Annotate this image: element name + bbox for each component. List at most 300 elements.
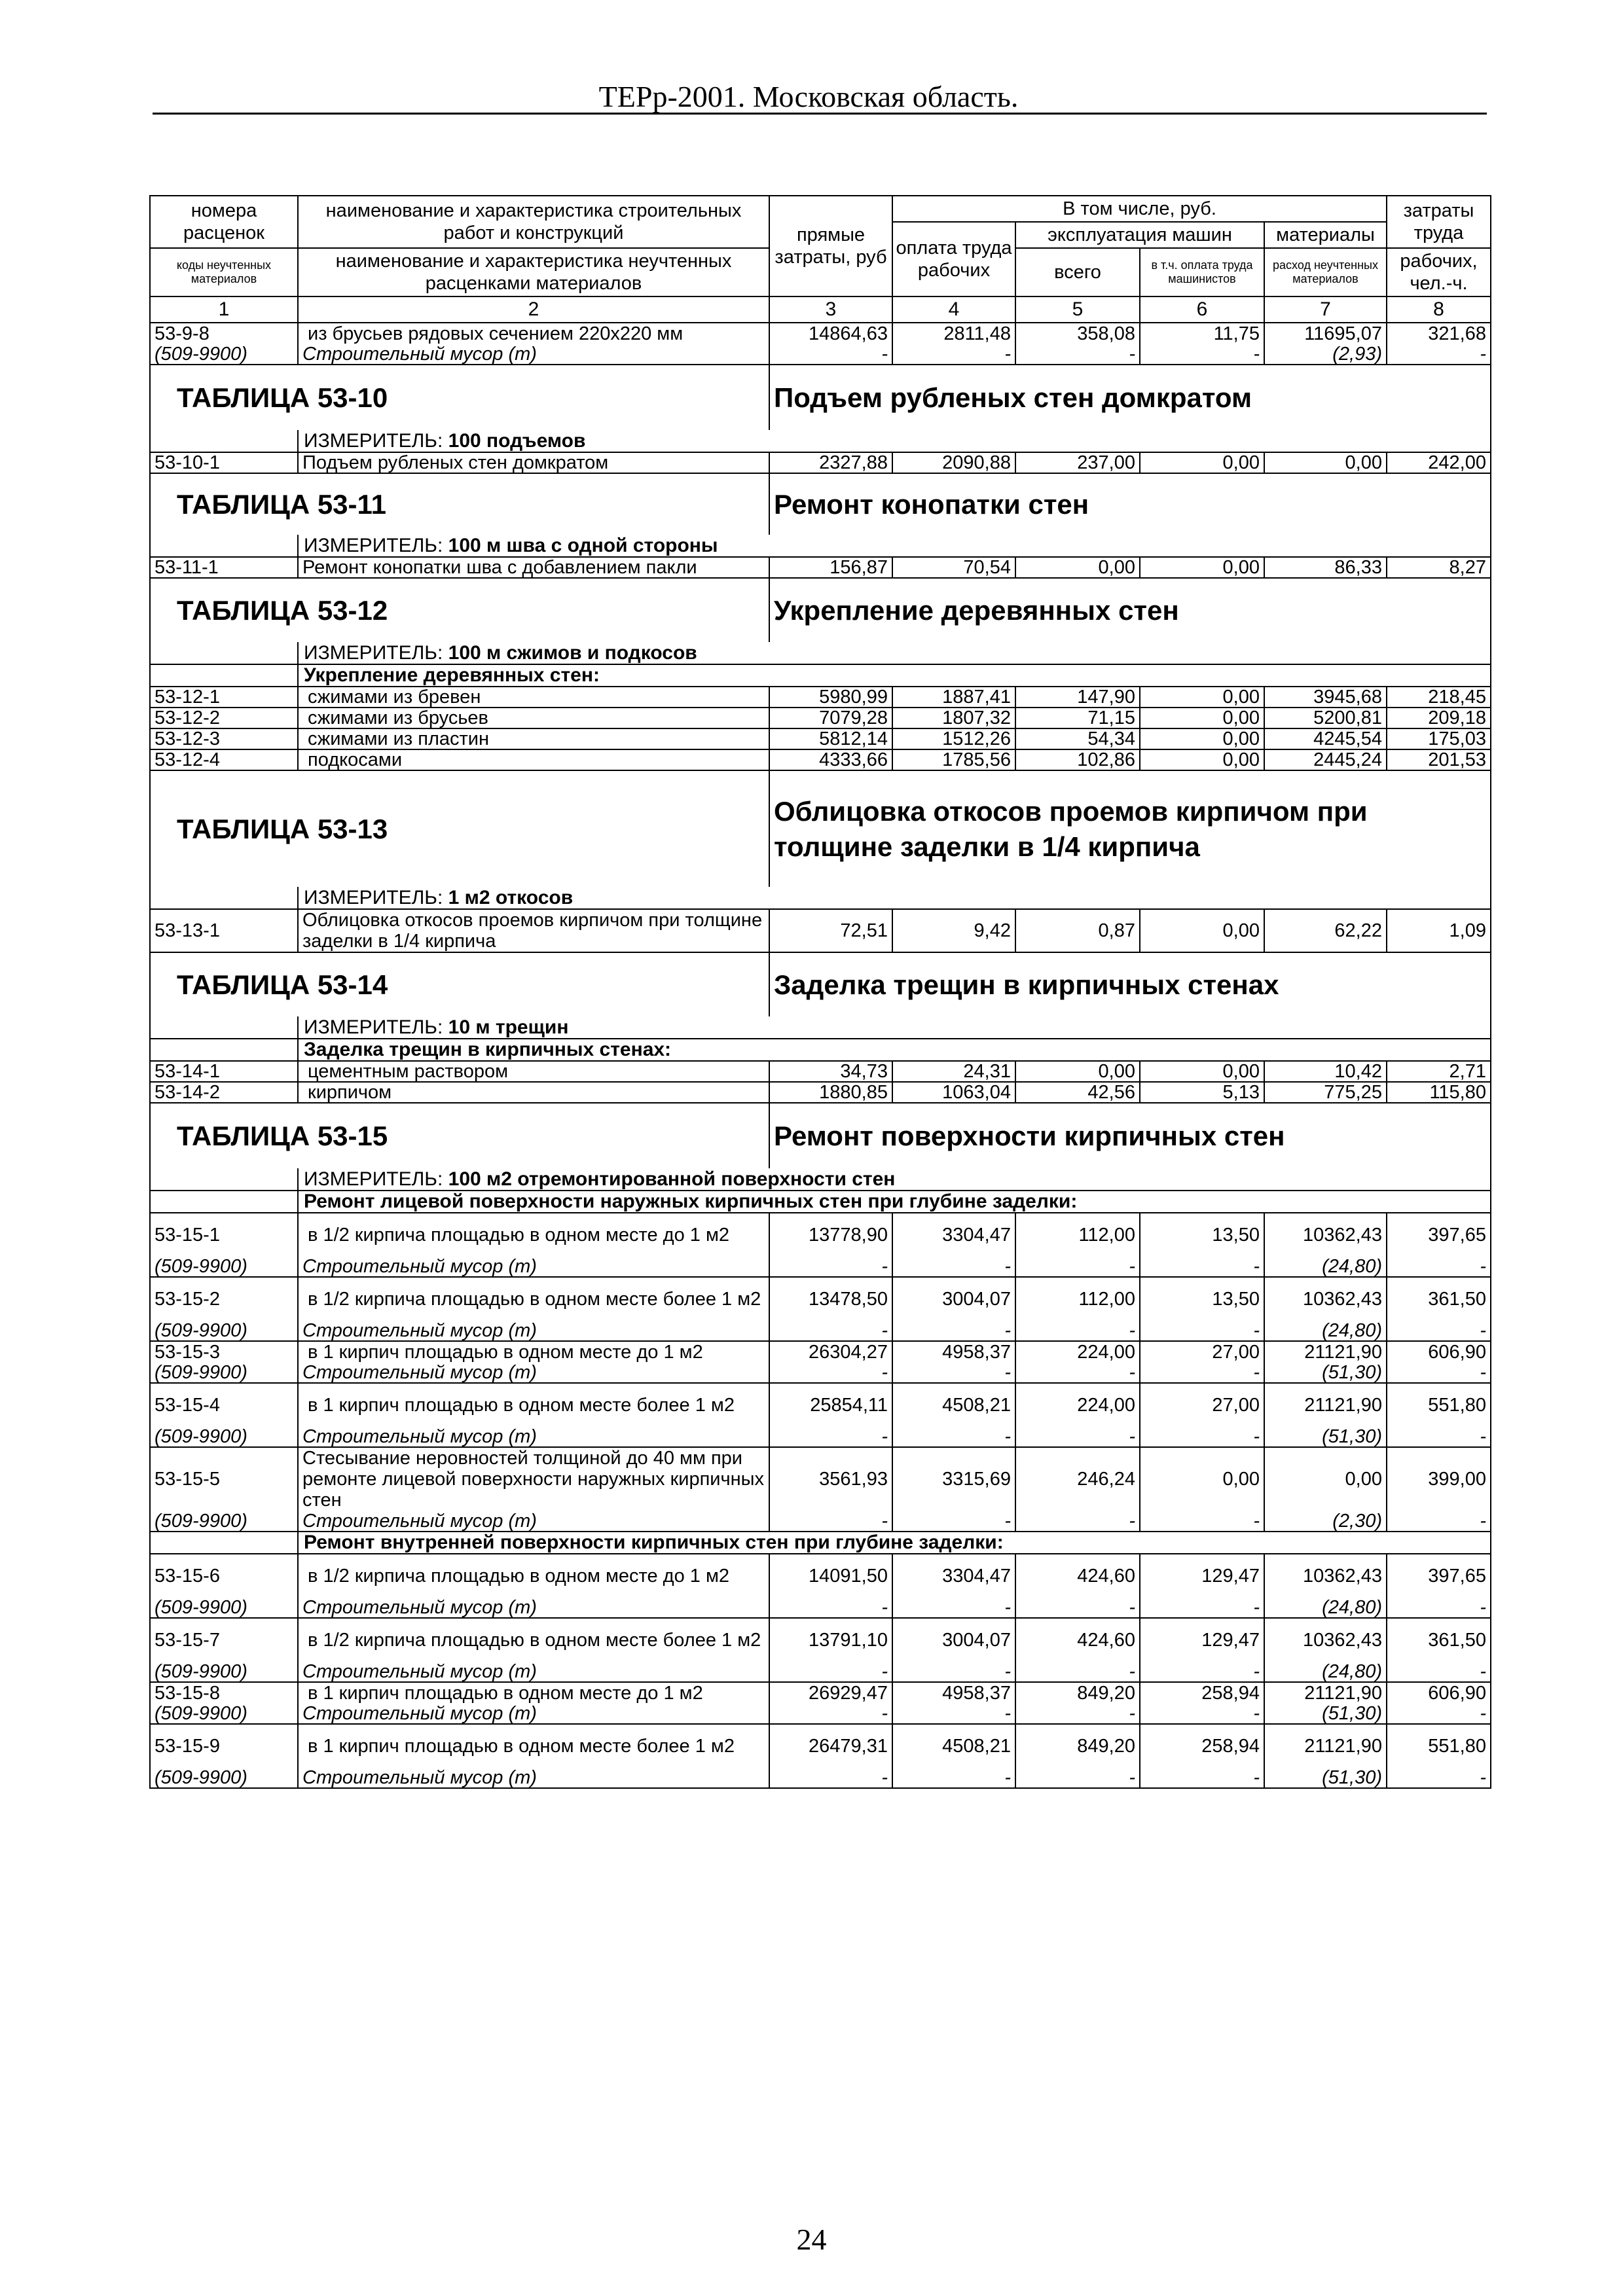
col-number: 1: [150, 296, 298, 323]
value-cell: -: [769, 1426, 892, 1447]
value-cell: -: [1140, 1320, 1264, 1341]
material-row: [150, 1703, 1491, 1724]
value-cell: 424,60: [1015, 1554, 1140, 1597]
work-name: Облицовка откосов проемов кирпичом при толщине заделки в 1/4 кирпича: [298, 909, 769, 952]
value-cell: 24,31: [892, 1061, 1015, 1082]
work-name: в 1/2 кирпича площадью в одном месте более 1 м2: [298, 1618, 769, 1661]
value-cell: -: [892, 1426, 1015, 1447]
rate-code: 53-15-7: [150, 1618, 298, 1661]
work-name: в 1 кирпич площадью в одном месте до 1 м2: [298, 1341, 769, 1362]
table-section-row: [150, 770, 1491, 887]
work-name: сжимами из бревен: [298, 687, 769, 708]
measure-unit: [298, 887, 1491, 909]
value-cell: 0,00: [1264, 452, 1387, 473]
value-cell: 102,86: [1015, 749, 1140, 770]
section-title: Облицовка откосов проемов кирпичом при толщине заделки в 1/4 кирпича: [769, 770, 1491, 887]
value-cell: 224,00: [1015, 1383, 1140, 1426]
material-row: [150, 344, 1491, 365]
value-cell: 606,90: [1387, 1682, 1491, 1703]
value-cell: 2327,88: [769, 452, 892, 473]
work-name: цементным раствором: [298, 1061, 769, 1082]
table-row: [150, 1447, 1491, 1511]
value-cell: 26479,31: [769, 1724, 892, 1767]
value-cell: 4958,37: [892, 1341, 1015, 1362]
value-cell: 4508,21: [892, 1383, 1015, 1426]
table-section-row: [150, 473, 1491, 535]
col-header-material-codes: коды неучтенных материалов: [150, 248, 298, 296]
section-title: Заделка трещин в кирпичных стенах: [769, 952, 1491, 1016]
material-name: Строительный мусор (т): [298, 1426, 769, 1447]
value-cell: 7079,28: [769, 708, 892, 728]
value-cell: 551,80: [1387, 1724, 1491, 1767]
row-spacer: [150, 1016, 298, 1039]
rate-code: 53-15-1: [150, 1213, 298, 1256]
rate-code: 53-12-2: [150, 708, 298, 728]
value-cell: 246,24: [1015, 1447, 1140, 1511]
measure-value: 100 м шва с одной стороны: [448, 535, 718, 556]
value-cell: -: [892, 344, 1015, 365]
work-name: кирпичом: [298, 1082, 769, 1103]
value-cell: 112,00: [1015, 1213, 1140, 1256]
value-cell: -: [892, 1597, 1015, 1618]
measure-prefix: ИЗМЕРИТЕЛЬ:: [304, 535, 448, 556]
value-cell: -: [892, 1320, 1015, 1341]
section-number: ТАБЛИЦА 53-13: [150, 770, 769, 887]
value-cell: 13478,50: [769, 1277, 892, 1320]
value-cell: 1785,56: [892, 749, 1015, 770]
section-title: Укрепление деревянных стен: [769, 578, 1491, 642]
work-name: сжимами из пластин: [298, 728, 769, 749]
material-row: [150, 1661, 1491, 1682]
measure-prefix: ИЗМЕРИТЕЛЬ:: [304, 887, 448, 908]
table-row: [150, 1213, 1491, 1256]
material-row: [150, 1320, 1491, 1341]
value-cell: 399,00: [1387, 1447, 1491, 1511]
value-cell: 129,47: [1140, 1554, 1264, 1597]
value-cell: 2811,48: [892, 323, 1015, 344]
value-cell: 3561,93: [769, 1447, 892, 1511]
value-cell: 849,20: [1015, 1682, 1140, 1703]
value-cell: 13,50: [1140, 1277, 1264, 1320]
measure-row: [150, 642, 1491, 664]
col-header-code: номера расценок: [150, 196, 298, 248]
value-cell: -: [1140, 1597, 1264, 1618]
material-row: [150, 1767, 1491, 1788]
measure-unit: [298, 642, 1491, 664]
col-header-group: В том числе, руб.: [892, 196, 1387, 222]
section-number: ТАБЛИЦА 53-12: [150, 578, 769, 642]
work-name: Ремонт конопатки шва с добавлением пакли: [298, 557, 769, 578]
value-cell: 13791,10: [769, 1618, 892, 1661]
value-cell: -: [1015, 1661, 1140, 1682]
value-cell: -: [892, 1767, 1015, 1788]
work-name: в 1 кирпич площадью в одном месте до 1 м2: [298, 1682, 769, 1703]
value-cell: -: [1140, 1256, 1264, 1277]
value-cell: 218,45: [1387, 687, 1491, 708]
value-cell: 0,00: [1140, 909, 1264, 952]
value-cell: 1,09: [1387, 909, 1491, 952]
value-cell: 237,00: [1015, 452, 1140, 473]
material-code: (509-9900): [150, 1320, 298, 1341]
measure-unit: [298, 535, 1491, 557]
subsection-title: Укрепление деревянных стен:: [298, 664, 1491, 687]
measure-value: 100 подъемов: [448, 430, 586, 452]
value-cell: 13778,90: [769, 1213, 892, 1256]
value-cell: 3304,47: [892, 1213, 1015, 1256]
value-cell: 5200,81: [1264, 708, 1387, 728]
value-cell: 3004,07: [892, 1277, 1015, 1320]
table-row: [150, 1618, 1491, 1661]
section-title: Ремонт конопатки стен: [769, 473, 1491, 535]
rate-code: 53-15-5: [150, 1447, 298, 1511]
value-cell: 0,00: [1015, 557, 1140, 578]
value-cell: (51,30): [1264, 1767, 1387, 1788]
value-cell: 0,00: [1140, 1061, 1264, 1082]
value-cell: 13,50: [1140, 1213, 1264, 1256]
material-name: Строительный мусор (т): [298, 1320, 769, 1341]
value-cell: 129,47: [1140, 1618, 1264, 1661]
material-name: Строительный мусор (т): [298, 1256, 769, 1277]
table-row: [150, 749, 1491, 770]
value-cell: 112,00: [1015, 1277, 1140, 1320]
material-code: (509-9900): [150, 1362, 298, 1383]
section-number: ТАБЛИЦА 53-14: [150, 952, 769, 1016]
table-row: [150, 1277, 1491, 1320]
rate-code: 53-14-2: [150, 1082, 298, 1103]
measure-prefix: ИЗМЕРИТЕЛЬ:: [304, 1016, 448, 1038]
value-cell: (24,80): [1264, 1320, 1387, 1341]
work-name: в 1/2 кирпича площадью в одном месте более 1 м2: [298, 1277, 769, 1320]
table-header: [150, 196, 1491, 323]
material-name: Строительный мусор (т): [298, 1703, 769, 1724]
table-body: [150, 323, 1491, 1788]
value-cell: 0,00: [1015, 1061, 1140, 1082]
table-row: [150, 1341, 1491, 1362]
value-cell: 4508,21: [892, 1724, 1015, 1767]
table-row: [150, 687, 1491, 708]
value-cell: 10362,43: [1264, 1277, 1387, 1320]
row-spacer: [150, 1191, 298, 1213]
value-cell: -: [1140, 1703, 1264, 1724]
value-cell: (24,80): [1264, 1256, 1387, 1277]
value-cell: -: [1015, 1511, 1140, 1532]
value-cell: -: [1387, 1320, 1491, 1341]
row-spacer: [150, 1039, 298, 1061]
value-cell: -: [892, 1703, 1015, 1724]
work-name: в 1/2 кирпича площадью в одном месте до 1 м2: [298, 1213, 769, 1256]
table-row: [150, 1682, 1491, 1703]
value-cell: 1063,04: [892, 1082, 1015, 1103]
measure-unit: [298, 1168, 1491, 1191]
value-cell: 2,71: [1387, 1061, 1491, 1082]
value-cell: 361,50: [1387, 1277, 1491, 1320]
material-name: Строительный мусор (т): [298, 1661, 769, 1682]
value-cell: 397,65: [1387, 1213, 1491, 1256]
col-header-name: наименование и характеристика строительных работ и конструкций: [298, 196, 769, 248]
value-cell: 3004,07: [892, 1618, 1015, 1661]
value-cell: -: [769, 1256, 892, 1277]
value-cell: 0,87: [1015, 909, 1140, 952]
page-number: 24: [796, 2223, 827, 2256]
page-title: ТЕРр-2001. Московская область.: [598, 80, 1019, 113]
value-cell: -: [1015, 1362, 1140, 1383]
col-number: 6: [1140, 296, 1264, 323]
material-code: (509-9900): [150, 1511, 298, 1532]
value-cell: -: [892, 1362, 1015, 1383]
material-row: [150, 1426, 1491, 1447]
value-cell: 775,25: [1264, 1082, 1387, 1103]
col-header-materials: материалы: [1264, 222, 1387, 248]
value-cell: 0,00: [1140, 452, 1264, 473]
value-cell: 26304,27: [769, 1341, 892, 1362]
work-name: в 1 кирпич площадью в одном месте более 1 м2: [298, 1383, 769, 1426]
table-row: [150, 728, 1491, 749]
table-row: [150, 1724, 1491, 1767]
work-name: из брусьев рядовых сечением 220х220 мм: [298, 323, 769, 344]
rate-code: 53-15-4: [150, 1383, 298, 1426]
material-code: (509-9900): [150, 1426, 298, 1447]
value-cell: -: [769, 1362, 892, 1383]
value-cell: 424,60: [1015, 1618, 1140, 1661]
value-cell: -: [1140, 1661, 1264, 1682]
value-cell: 2445,24: [1264, 749, 1387, 770]
table-row: [150, 1554, 1491, 1597]
table-section-row: [150, 952, 1491, 1016]
material-name: Строительный мусор (т): [298, 1597, 769, 1618]
table-row: [150, 323, 1491, 344]
value-cell: -: [1140, 1362, 1264, 1383]
work-name: подкосами: [298, 749, 769, 770]
col-header-labor: затраты труда: [1387, 196, 1491, 248]
value-cell: 5812,14: [769, 728, 892, 749]
value-cell: 209,18: [1387, 708, 1491, 728]
rate-code: 53-12-3: [150, 728, 298, 749]
section-title: Подъем рубленых стен домкратом: [769, 365, 1491, 430]
value-cell: 54,34: [1015, 728, 1140, 749]
measure-row: [150, 430, 1491, 452]
value-cell: 34,73: [769, 1061, 892, 1082]
value-cell: 10,42: [1264, 1061, 1387, 1082]
value-cell: 86,33: [1264, 557, 1387, 578]
table-section-row: [150, 578, 1491, 642]
col-header-material-names: наименование и характеристика неучтенных расценками материалов: [298, 248, 769, 296]
value-cell: 358,08: [1015, 323, 1140, 344]
col-header-machines-total: всего: [1015, 248, 1140, 296]
measure-row: [150, 535, 1491, 557]
value-cell: 11,75: [1140, 323, 1264, 344]
value-cell: -: [1015, 1320, 1140, 1341]
value-cell: -: [769, 1767, 892, 1788]
value-cell: 27,00: [1140, 1341, 1264, 1362]
value-cell: 25854,11: [769, 1383, 892, 1426]
value-cell: 115,80: [1387, 1082, 1491, 1103]
work-name: в 1 кирпич площадью в одном месте более 1 м2: [298, 1724, 769, 1767]
value-cell: 3315,69: [892, 1447, 1015, 1511]
value-cell: 258,94: [1140, 1682, 1264, 1703]
table-row: [150, 1082, 1491, 1103]
value-cell: -: [1387, 1256, 1491, 1277]
value-cell: -: [1387, 1661, 1491, 1682]
material-code: (509-9900): [150, 344, 298, 365]
table-row: [150, 1383, 1491, 1426]
col-header-material-usage: расход неучтенных материалов: [1264, 248, 1387, 296]
value-cell: 4958,37: [892, 1682, 1015, 1703]
material-code: (509-9900): [150, 1597, 298, 1618]
value-cell: 175,03: [1387, 728, 1491, 749]
col-header-machines: эксплуатация машин: [1015, 222, 1264, 248]
col-header-labor-units: рабочих, чел.-ч.: [1387, 248, 1491, 296]
value-cell: 321,68: [1387, 323, 1491, 344]
value-cell: 10362,43: [1264, 1618, 1387, 1661]
value-cell: 62,22: [1264, 909, 1387, 952]
subsection-title: Ремонт внутренней поверхности кирпичных стен при глубине заделки:: [298, 1532, 1491, 1554]
value-cell: 224,00: [1015, 1341, 1140, 1362]
value-cell: (24,80): [1264, 1661, 1387, 1682]
value-cell: 2090,88: [892, 452, 1015, 473]
section-number: ТАБЛИЦА 53-11: [150, 473, 769, 535]
subsection-title: Заделка трещин в кирпичных стенах:: [298, 1039, 1491, 1061]
title-rule: [153, 113, 1487, 115]
value-cell: 0,00: [1140, 728, 1264, 749]
measure-unit: [298, 430, 1491, 452]
value-cell: (24,80): [1264, 1597, 1387, 1618]
section-number: ТАБЛИЦА 53-10: [150, 365, 769, 430]
table-row: [150, 1061, 1491, 1082]
value-cell: -: [769, 1597, 892, 1618]
value-cell: -: [1015, 1767, 1140, 1788]
value-cell: 258,94: [1140, 1724, 1264, 1767]
rate-code: 53-11-1: [150, 557, 298, 578]
rate-code: 53-15-3: [150, 1341, 298, 1362]
value-cell: 42,56: [1015, 1082, 1140, 1103]
value-cell: 397,65: [1387, 1554, 1491, 1597]
value-cell: (51,30): [1264, 1362, 1387, 1383]
rate-code: 53-15-2: [150, 1277, 298, 1320]
value-cell: 5980,99: [769, 687, 892, 708]
measure-value: 10 м трещин: [448, 1016, 569, 1038]
row-spacer: [150, 535, 298, 557]
value-cell: 361,50: [1387, 1618, 1491, 1661]
table-row: [150, 909, 1491, 952]
col-header-wages: оплата труда рабочих: [892, 222, 1015, 296]
col-number: 8: [1387, 296, 1491, 323]
value-cell: -: [1387, 1511, 1491, 1532]
subsection-row: [150, 664, 1491, 687]
material-name: Строительный мусор (т): [298, 1511, 769, 1532]
value-cell: -: [892, 1511, 1015, 1532]
col-number: 2: [298, 296, 769, 323]
section-title: Ремонт поверхности кирпичных стен: [769, 1103, 1491, 1168]
measure-prefix: ИЗМЕРИТЕЛЬ:: [304, 642, 448, 664]
col-number: 5: [1015, 296, 1140, 323]
row-spacer: [150, 1532, 298, 1554]
value-cell: -: [769, 344, 892, 365]
work-name: сжимами из брусьев: [298, 708, 769, 728]
value-cell: 26929,47: [769, 1682, 892, 1703]
value-cell: (51,30): [1264, 1426, 1387, 1447]
value-cell: 849,20: [1015, 1724, 1140, 1767]
value-cell: -: [1015, 1426, 1140, 1447]
value-cell: 27,00: [1140, 1383, 1264, 1426]
col-number: 4: [892, 296, 1015, 323]
value-cell: -: [1015, 344, 1140, 365]
rate-code: 53-15-9: [150, 1724, 298, 1767]
measure-value: 100 м сжимов и подкосов: [448, 642, 697, 664]
value-cell: 551,80: [1387, 1383, 1491, 1426]
rate-code: 53-9-8: [150, 323, 298, 344]
material-code: (509-9900): [150, 1256, 298, 1277]
material-name: Строительный мусор (т): [298, 1362, 769, 1383]
value-cell: -: [769, 1320, 892, 1341]
value-cell: -: [1140, 344, 1264, 365]
section-number: ТАБЛИЦА 53-15: [150, 1103, 769, 1168]
value-cell: 0,00: [1140, 557, 1264, 578]
rate-code: 53-10-1: [150, 452, 298, 473]
col-header-machinist-wages: в т.ч. оплата труда машинистов: [1140, 248, 1264, 296]
value-cell: 21121,90: [1264, 1682, 1387, 1703]
value-cell: -: [1015, 1256, 1140, 1277]
work-name: Стесывание неровностей толщиной до 40 мм при ремонте лицевой поверхности наружных кирпичных стен: [298, 1447, 769, 1511]
row-spacer: [150, 642, 298, 664]
row-spacer: [150, 1168, 298, 1191]
value-cell: 0,00: [1264, 1447, 1387, 1511]
table-row: [150, 708, 1491, 728]
value-cell: -: [892, 1661, 1015, 1682]
rate-code: 53-15-6: [150, 1554, 298, 1597]
value-cell: 0,00: [1140, 708, 1264, 728]
material-code: (509-9900): [150, 1703, 298, 1724]
col-number: 7: [1264, 296, 1387, 323]
value-cell: -: [1140, 1767, 1264, 1788]
value-cell: 156,87: [769, 557, 892, 578]
value-cell: 147,90: [1015, 687, 1140, 708]
table-row: [150, 452, 1491, 473]
value-cell: 1807,32: [892, 708, 1015, 728]
value-cell: 14864,63: [769, 323, 892, 344]
subsection-title: Ремонт лицевой поверхности наружных кирпичных стен при глубине заделки:: [298, 1191, 1491, 1213]
value-cell: (2,30): [1264, 1511, 1387, 1532]
value-cell: 242,00: [1387, 452, 1491, 473]
value-cell: (51,30): [1264, 1703, 1387, 1724]
material-code: (509-9900): [150, 1661, 298, 1682]
col-header-direct-costs: прямые затраты, руб: [769, 196, 892, 296]
subsection-row: [150, 1532, 1491, 1554]
value-cell: 1880,85: [769, 1082, 892, 1103]
material-row: [150, 1256, 1491, 1277]
value-cell: (2,93): [1264, 344, 1387, 365]
value-cell: 4333,66: [769, 749, 892, 770]
row-spacer: [150, 430, 298, 452]
material-row: [150, 1511, 1491, 1532]
value-cell: 11695,07: [1264, 323, 1387, 344]
value-cell: -: [1140, 1511, 1264, 1532]
material-row: [150, 1597, 1491, 1618]
measure-unit: [298, 1016, 1491, 1039]
value-cell: 9,42: [892, 909, 1015, 952]
value-cell: 21121,90: [1264, 1724, 1387, 1767]
work-name: Подъем рубленых стен домкратом: [298, 452, 769, 473]
value-cell: -: [1140, 1426, 1264, 1447]
measure-row: [150, 1016, 1491, 1039]
measure-prefix: ИЗМЕРИТЕЛЬ:: [304, 1168, 448, 1190]
value-cell: 1512,26: [892, 728, 1015, 749]
value-cell: -: [892, 1256, 1015, 1277]
rate-code: 53-15-8: [150, 1682, 298, 1703]
material-row: [150, 1362, 1491, 1383]
value-cell: -: [1387, 1426, 1491, 1447]
subsection-row: [150, 1039, 1491, 1061]
value-cell: 70,54: [892, 557, 1015, 578]
